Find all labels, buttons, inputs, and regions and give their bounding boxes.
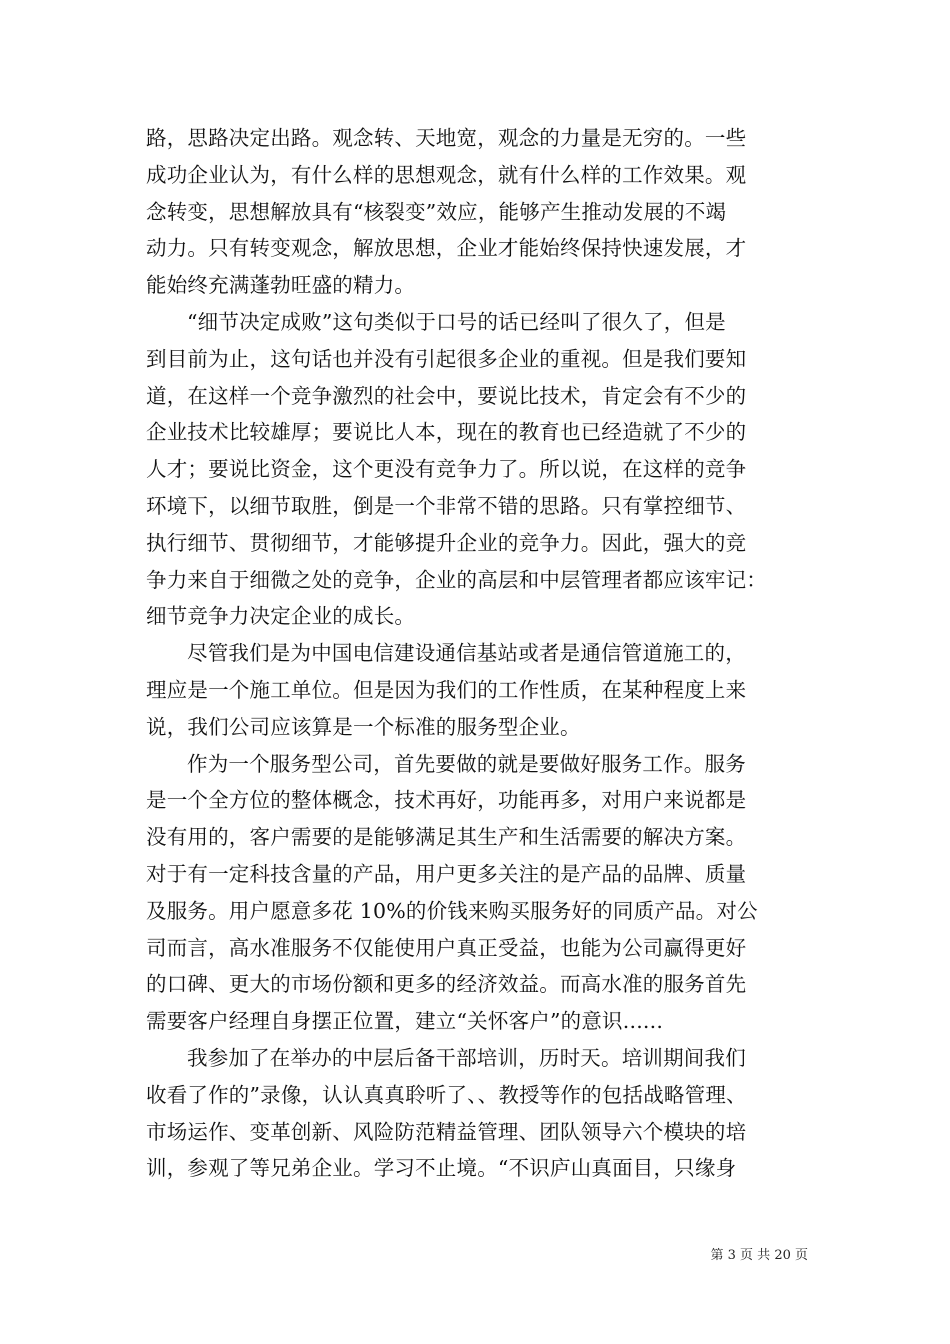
text-line: 需要客户经理自身摆正位置，建立“关怀客户”的意识...... bbox=[146, 1009, 664, 1034]
text-line: 细节竞争力决定企业的成长。 bbox=[146, 604, 416, 629]
paragraph bbox=[146, 304, 826, 635]
text-line: 尽管我们是为中国电信建设通信基站或者是通信管道施工的， bbox=[187, 641, 746, 666]
text-line: 是一个全方位的整体概念，技术再好，功能再多，对用户来说都是 bbox=[146, 788, 747, 813]
text-line: 争力来自于细微之处的竞争，企业的高层和中层管理者都应该牢记： bbox=[146, 567, 767, 592]
body-text bbox=[146, 120, 826, 1187]
text-line: 能始终充满蓬勃旺盛的精力。 bbox=[146, 273, 416, 298]
text-line: 到目前为止，这句话也并没有引起很多企业的重视。但是我们要知 bbox=[146, 346, 747, 371]
text-line: 动力。只有转变观念，解放思想，企业才能始终保持快速发展，才 bbox=[146, 236, 747, 261]
page-number: 第 3 页 共 20 页 bbox=[710, 1248, 808, 1263]
text-line: 没有用的，客户需要的是能够满足其生产和生活需要的解决方案。 bbox=[146, 825, 747, 850]
text-line: 司而言，高水准服务不仅能使用户真正受益，也能为公司赢得更好 bbox=[146, 935, 747, 960]
text-line: 执行细节、贯彻细节，才能够提升企业的竞争力。因此，强大的竞 bbox=[146, 530, 747, 555]
text-line: “细节决定成败”这句类似于口号的话已经叫了很久了，但是 bbox=[187, 309, 726, 334]
text-line: 及服务。用户愿意多花 10%的价钱来购买服务好的同质产品。对公 bbox=[146, 898, 758, 923]
text-line: 理应是一个施工单位。但是因为我们的工作性质，在某种程度上来 bbox=[146, 677, 747, 702]
text-line: 收看了作的”录像，认认真真聆听了、、教授等作的包括战略管理、 bbox=[146, 1082, 747, 1107]
text-line: 市场运作、变革创新、风险防范精益管理、团队领导六个模块的培 bbox=[146, 1119, 747, 1144]
text-line: 训，参观了等兄弟企业。学习不止境。“不识庐山真面目，只缘身 bbox=[146, 1156, 737, 1181]
text-line: 企业技术比较雄厚；要说比人本，现在的教育也已经造就了不少的 bbox=[146, 420, 747, 445]
text-line: 成功企业认为，有什么样的思想观念，就有什么样的工作效果。观 bbox=[146, 162, 747, 187]
text-line: 念转变，思想解放具有“核裂变”效应，能够产生推动发展的不竭 bbox=[146, 199, 727, 224]
text-line: 道，在这样一个竞争激烈的社会中，要说比技术，肯定会有不少的 bbox=[146, 383, 747, 408]
text-line: 我参加了在举办的中层后备干部培训，历时天。培训期间我们 bbox=[187, 1045, 746, 1070]
text-line: 人才；要说比资金，这个更没有竞争力了。所以说，在这样的竞争 bbox=[146, 457, 747, 482]
text-line: 环境下，以细节取胜，倒是一个非常不错的思路。只有掌控细节、 bbox=[146, 493, 747, 518]
paragraph bbox=[146, 1040, 826, 1187]
text-line: 作为一个服务型公司，首先要做的就是要做好服务工作。服务 bbox=[187, 751, 746, 776]
text-line: 说，我们公司应该算是一个标准的服务型企业。 bbox=[146, 714, 581, 739]
text-line: 路，思路决定出路。观念转、天地宽，观念的力量是无穷的。一些 bbox=[146, 126, 747, 150]
paragraph bbox=[146, 635, 826, 745]
text-line: 的口碑、更大的市场份额和更多的经济效益。而高水准的服务首先 bbox=[146, 972, 747, 997]
paragraph bbox=[146, 120, 826, 304]
paragraph bbox=[146, 746, 826, 1040]
text-line: 对于有一定科技含量的产品，用户更多关注的是产品的品牌、质量 bbox=[146, 861, 747, 886]
